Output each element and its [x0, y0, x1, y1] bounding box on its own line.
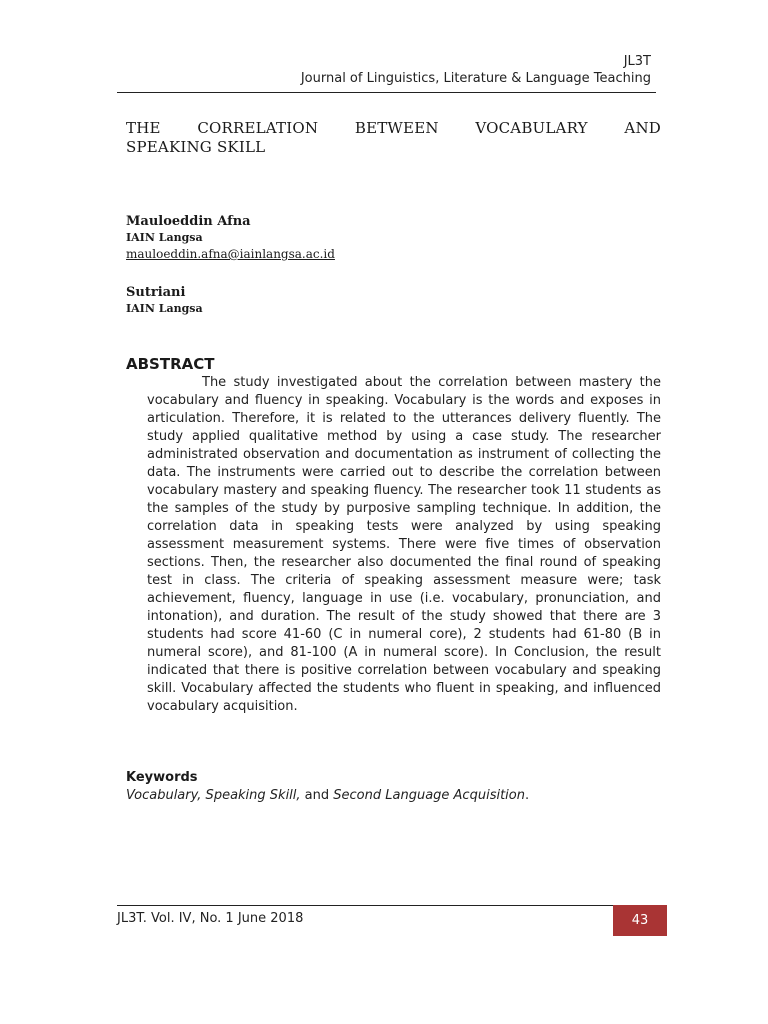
abstract-text: The study investigated about the correlation between mastery the vocabulary and fluency in speaking. Vocabulary is the words and exposes in articulation. Therefore, it is related to the utterances delivery fluently. The study applied qualitative method by using a case study. The researcher administrated observation and documentation as instrument of collecting the data. The instruments were carried out to describe the correlation between vocabulary mastery and speaking fluency. The researcher took 11 students as the samples of the study by purposive sampling technique. In addition, the correlation data in speaking tests were analyzed by using speaking assessment measurement systems. There were five times of observation sections. Then, the researcher also documented the final round of speaking test in class. The criteria of speaking assessment measure were; task achievement, fluency, language in use (i.e. vocabulary, pronunciation, and intonation), and duration. The result of the study showed that there are 3 students had score 41-60 (C in numeral core), 2 students had 61-80 (B in numeral score), and 81-100 (A in numeral score). In Conclusion, the result indicated that there is positive correlation between vocabulary and speaking skill. Vocabulary affected the students who fluent in speaking, and influenced vocabulary acquisition. — [147, 375, 661, 714]
author-name: Mauloeddin Afna — [126, 214, 251, 229]
footer-citation: JL3T. Vol. IV, No. 1 June 2018 — [117, 911, 304, 926]
header-divider — [117, 92, 656, 93]
journal-abbrev: JL3T — [623, 54, 651, 69]
author-block-1 — [126, 213, 335, 263]
running-header — [301, 53, 651, 87]
author-name: Sutriani — [126, 285, 186, 300]
author-block-2 — [126, 284, 203, 317]
keywords-list — [126, 787, 529, 805]
title-line-1: THE CORRELATION BETWEEN VOCABULARY AND — [126, 119, 661, 137]
page-number-badge — [613, 905, 667, 936]
journal-name: Journal of Linguistics, Literature & Language Teaching — [300, 71, 651, 86]
abstract-heading: ABSTRACT — [126, 355, 215, 373]
article-title — [126, 119, 661, 157]
footer-divider — [117, 905, 613, 906]
keyword-item: Second Language Acquisition — [333, 788, 525, 803]
title-line-2: SPEAKING SKILL — [126, 138, 266, 156]
author-affiliation: IAIN Langsa — [126, 302, 203, 315]
keyword-items: Vocabulary, Speaking Skill, — [126, 788, 301, 803]
author-affiliation: IAIN Langsa — [126, 231, 203, 244]
keyword-end: . — [524, 788, 530, 803]
author-email-link[interactable]: mauloeddin.afna@iainlangsa.ac.id — [126, 247, 335, 261]
keyword-conjunction: and — [300, 788, 334, 803]
keywords-heading: Keywords — [126, 770, 198, 785]
page-number: 43 — [631, 913, 649, 928]
